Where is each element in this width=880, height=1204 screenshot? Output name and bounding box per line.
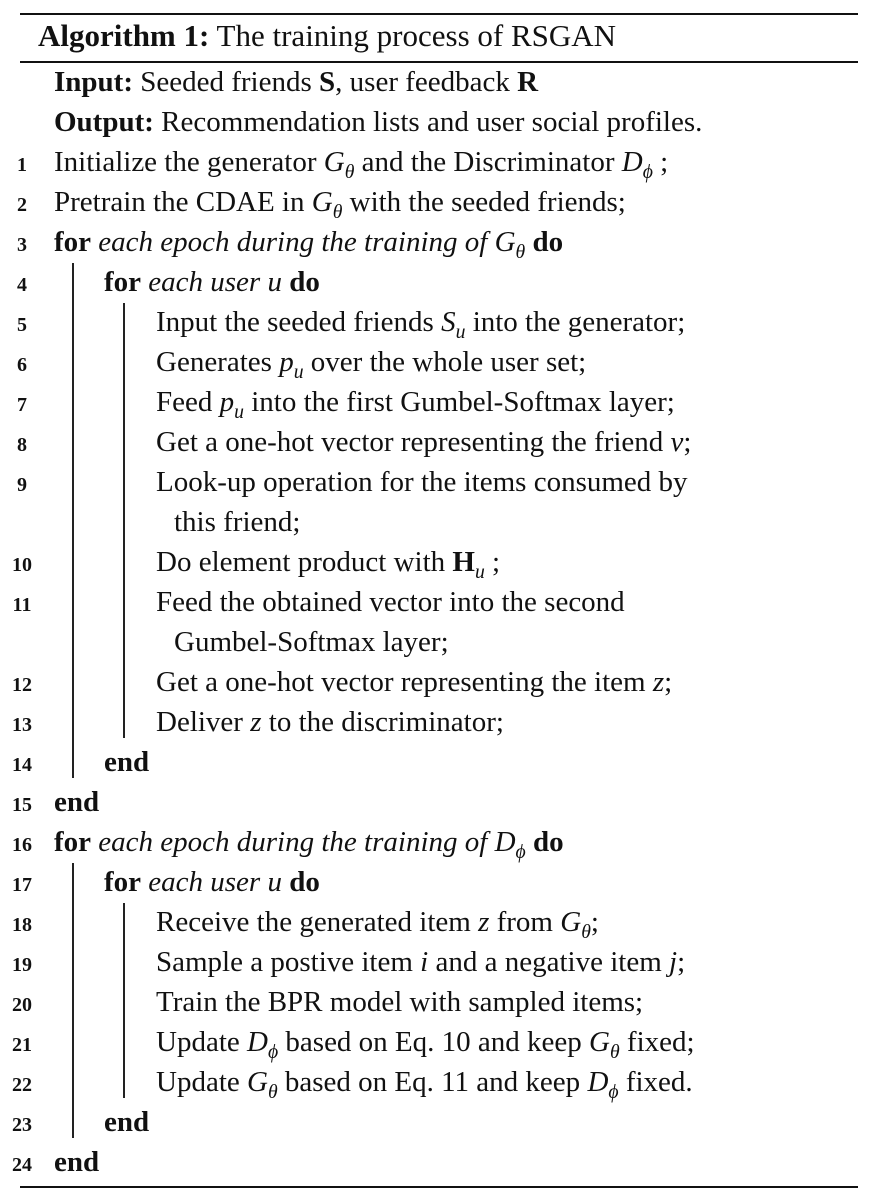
algorithm-line: 17 for each user u do [0,862,880,902]
symbol-R: R [517,66,539,98]
algorithm-line: 8 Get a one-hot vector representing the friend v; [0,422,880,462]
algorithm-line: 4 for each user u do [0,262,880,302]
line-number: 11 [12,594,32,616]
algorithm-line: 20 Train the BPR model with sampled items; [0,982,880,1022]
line-number: 10 [12,554,32,576]
line-number: 2 [17,194,27,216]
line-number: 9 [17,474,27,496]
line-number: 16 [12,834,32,856]
algorithm-line: 23 end [0,1102,880,1142]
line-number: 24 [12,1154,32,1176]
algorithm-line: 12 Get a one-hot vector representing the item z; [0,662,880,702]
caption-title: The training process of RSGAN [216,18,617,53]
line-number: 17 [12,874,32,896]
algorithm-line: 14 end [0,742,880,782]
input-line [0,62,880,102]
line-number: 3 [17,234,27,256]
line-number: 12 [12,674,32,696]
algorithm-line: 22 Update $G_\theta$ based on Eq. 11 and keep $D_\phi$ fixed. [0,1062,880,1102]
algorithm-line: 7 Feed $p_u$ into the first Gumbel-Softmax layer; [0,382,880,422]
line-number: 15 [12,794,32,816]
line-number: 13 [12,714,32,736]
line-number: 7 [17,394,27,416]
input-text-2: , user feedback [335,66,510,98]
caption-label: Algorithm 1: [38,18,210,53]
output-text: Recommendation lists and user social profiles. [161,106,703,138]
algorithm-line: 9 Look-up operation for the items consumed by [0,462,880,502]
algorithm-line-continuation: Gumbel-Softmax layer; [174,626,449,658]
line-number: 6 [17,354,27,376]
line-number: 19 [12,954,32,976]
algorithm-line: 16 for each epoch during the training of $D_\phi$ do [0,822,880,862]
bottom-rule [20,1186,858,1188]
algorithm-line: 2 Pretrain the CDAE in $G_\theta$ with the seeded friends; [0,182,880,222]
line-number: 20 [12,994,32,1016]
algorithm-line: 18 Receive the generated item z from $G_\theta$; [0,902,880,942]
line-number: 22 [12,1074,32,1096]
line-number: 18 [12,914,32,936]
line-number: 1 [17,154,27,176]
algorithm-line: 24 end [0,1142,880,1182]
top-rule [20,13,858,15]
algorithm-line: 19 Sample a postive item i and a negative item j; [0,942,880,982]
algorithm-line: 10 Do element product with $H_u$ ; [0,542,880,582]
algorithm-line: 13 Deliver z to the discriminator; [0,702,880,742]
output-label: Output: [54,106,154,138]
line-number: 14 [12,754,32,776]
line-number: 4 [17,274,27,296]
algorithm-line: 6 Generates $p_u$ over the whole user set; [0,342,880,382]
algorithm-line: 1 Initialize the generator $G_\theta$ and the Discriminator $D_\phi$ ; [0,142,880,182]
algorithm-line: 5 Input the seeded friends $S_u$ into the generator; [0,302,880,342]
algorithm-line: 21 Update $D_\phi$ based on Eq. 10 and keep $G_\theta$ fixed; [0,1022,880,1062]
line-number: 5 [17,314,27,336]
line-number: 8 [17,434,27,456]
algorithm-line: 3 for each epoch during the training of $G_\theta$ do [0,222,880,262]
algorithm-line-continuation: this friend; [174,506,301,538]
algorithm-line: 11 Feed the obtained vector into the second [0,582,880,622]
input-text: Seeded friends [140,66,312,98]
algorithm-caption [38,16,616,56]
output-line [0,102,880,142]
input-label: Input: [54,66,133,98]
line-number: 21 [12,1034,32,1056]
algorithm-line: 15 end [0,782,880,822]
symbol-S: S [319,66,336,98]
line-number: 23 [12,1114,32,1136]
